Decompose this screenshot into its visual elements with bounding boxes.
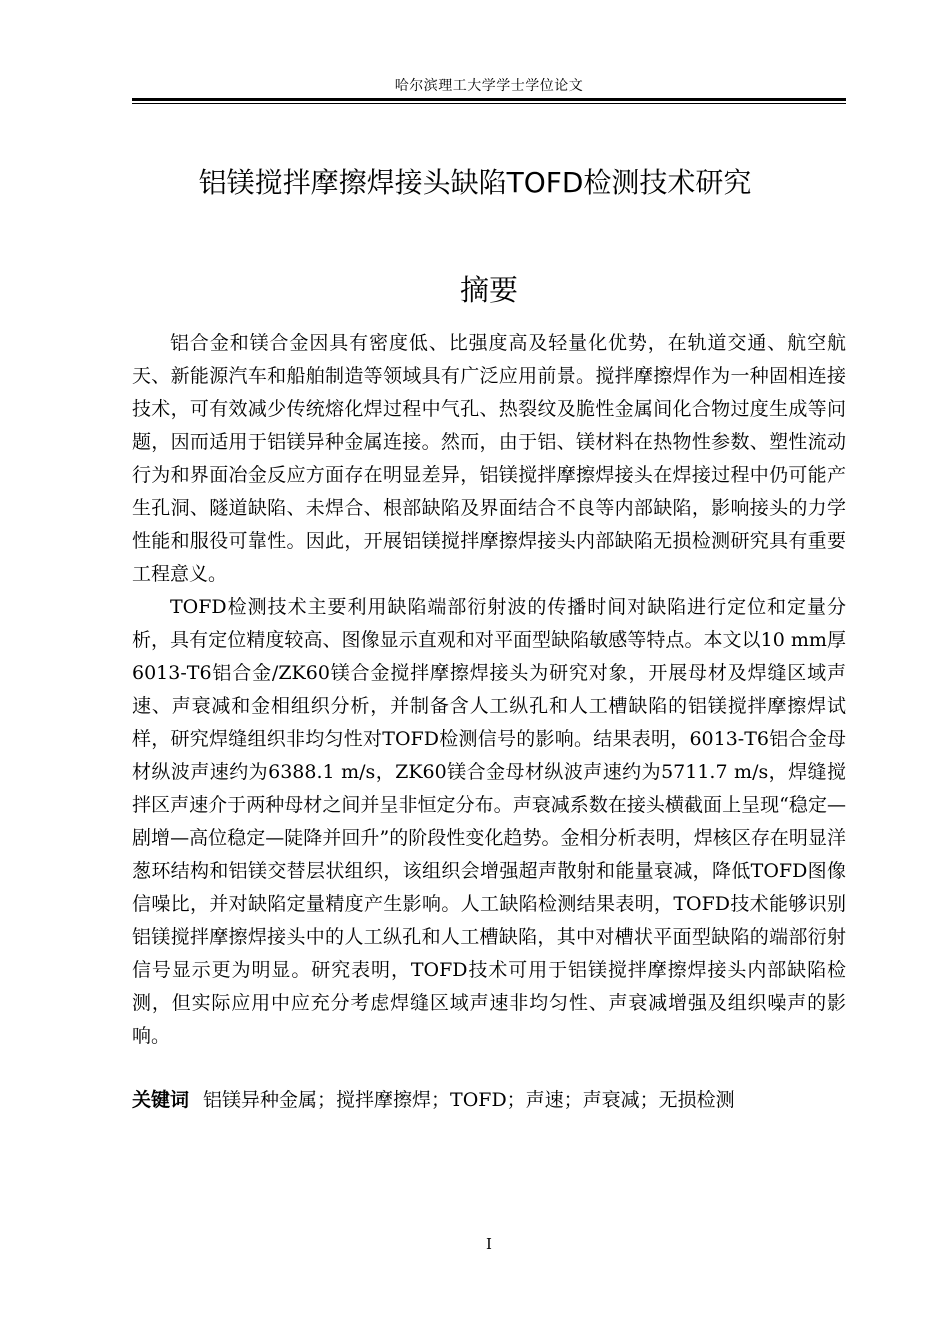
abstract-paragraph-2: TOFD检测技术主要利用缺陷端部衍射波的传播时间对缺陷进行定位和定量分析，具有定位精度较高、图像显示直观和对平面型缺陷敏感等特点。本文以10 mm厚6013-T6铝合金/ZK60镁合金搅拌摩擦焊接头为研究对象，开展母材及焊缝区域声速、声衰减和金相组织分析，并制备含人工纵孔和人工槽缺陷的铝镁搅拌摩擦焊试样，研究焊缝组织非均匀性对TOFD检测信号的影响。结果表明，6013-T6铝合金母材纵波声速约为6388.1 m/s，ZK60镁合金母材纵波声速约为5711.7 m/s，焊缝搅拌区声速介于两种母材之间并呈非恒定分布。声衰减系数在接头横截面上呈现“稳定—剧增—高位稳定—陡降并回升”的阶段性变化趋势。金相分析表明，焊核区存在明显洋葱环结构和铝镁交替层状组织，该组织会增强超声散射和能量衰减，降低TOFD图像信噪比，并对缺陷定量精度产生影响。人工缺陷检测结果表明，TOFD技术能够识别铝镁搅拌摩擦焊接头中的人工纵孔和人工槽缺陷，其中对槽状平面型缺陷的端部衍射信号显示更为明显。研究表明，TOFD技术可用于铝镁搅拌摩擦焊接头内部缺陷检测，但实际应用中应充分考虑焊缝区域声速非均匀性、声衰减增强及组织噪声的影响。 [132,596,846,1047]
running-header: 哈尔滨理工大学学士学位论文 [394,78,584,94]
abstract-paragraph-1: 铝合金和镁合金因具有密度低、比强度高及轻量化优势，在轨道交通、航空航天、新能源汽车和船舶制造等领域具有广泛应用前景。搅拌摩擦焊作为一种固相连接技术，可有效减少传统熔化焊过程中气孔、热裂纹及脆性金属间化合物过度生成等问题，因而适用于铝镁异种金属连接。然而，由于铝、镁材料在热物性参数、塑性流动行为和界面冶金反应方面存在明显差异，铝镁搅拌摩擦焊接头在焊接过程中仍可能产生孔洞、隧道缺陷、未焊合、根部缺陷及界面结合不良等内部缺陷，影响接头的力学性能和服役可靠性。因此，开展铝镁搅拌摩擦焊接头内部缺陷无损检测研究具有重要工程意义。 [132,332,846,585]
abstract-heading: 摘要 [459,273,518,307]
thesis-title: 铝镁搅拌摩擦焊接头缺陷TOFD检测技术研究 [198,166,752,199]
keywords-label: 关键词 [132,1089,190,1111]
header-rule-thin [132,103,846,104]
header-rule [132,98,846,101]
page-number: I [486,1235,492,1253]
abstract-body [132,327,846,1053]
keywords-text: 铝镁异种金属；搅拌摩擦焊；TOFD；声速；声衰减；无损检测 [203,1089,735,1111]
keywords-line [132,1084,846,1117]
